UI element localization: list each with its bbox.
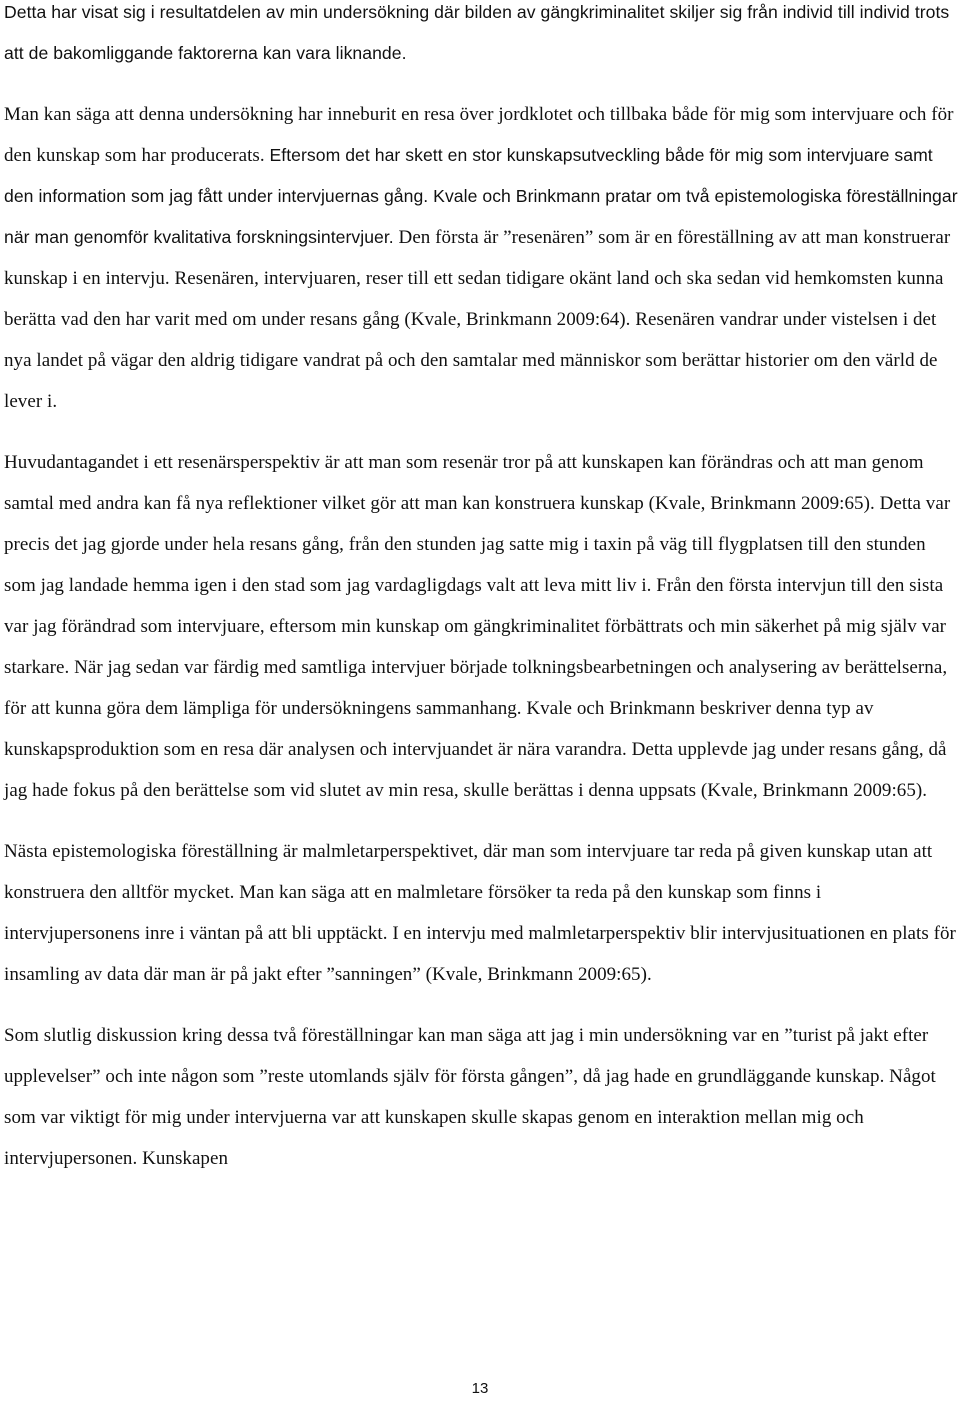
text-segment: Man kan säga att denna undersökning har inneburit en resa över jordklotet och tillbaka både för mig som intervjuare och för den kunskap som har producerats. <box>4 104 954 166</box>
paragraph <box>4 94 960 422</box>
text-segment: Som slutlig diskussion kring dessa två föreställningar kan man säga att jag i min undersökning var en ”turist på jakt efter upplevelser” och inte någon som ”reste utomlands själv för första gången”, då jag hade en grundläggande kunskap. Något som var viktigt för mig under intervjuerna var att kunskapen skulle skapas genom en interaktion mellan mig och intervjupersonen. Kunskapen <box>4 1025 936 1169</box>
text-segment: Eftersom det har skett en stor kunskapsutveckling både för mig som intervjuare samt den information som jag fått under intervjuernas gång. Kvale och Brinkmann pratar om två epistemologiska föreställningar när man genomför kvalitativa forskningsintervjuer. <box>4 145 958 247</box>
paragraph <box>4 831 960 995</box>
text-segment: Detta har visat sig i resultatdelen av min undersökning där bilden av gängkriminalitet skiljer sig från individ till individ trots att de bakomliggande faktorerna kan vara liknande. <box>4 2 950 63</box>
text-segment: Huvudantagandet i ett resenärsperspektiv är att man som resenär tror på att kunskapen kan förändras och att man genom samtal med andra kan få nya reflektioner vilket gör att man kan konstruera kunskap (Kvale, Brinkmann 2009:65). Detta var precis det jag gjorde under hela resans gång, från den stunden jag satte mig i taxin på väg till flygplatsen till den stunden som jag landade hemma igen i den stad som jag vardagligdags valt att leva mitt liv i. Från den första intervjun till den sista var jag förändrad som intervjuare, eftersom min kunskap om gängkriminalitet förbättrats och min säkerhet på mig själv var starkare. När jag sedan var färdig med samtliga intervjuer började tolkningsbearbetningen och analysering av berättelserna, för att kunna göra dem lämpliga för undersökningens sammanhang. Kvale och Brinkmann beskriver denna typ av kunskapsproduktion som en resa där analysen och intervjuandet är nära varandra. Detta upplevde jag under resans gång, då jag hade fokus på den berättelse som vid slutet av min resa, skulle berättas i denna uppsats (Kvale, Brinkmann 2009:65). <box>4 452 951 801</box>
body-text <box>4 0 960 1199</box>
page-number: 13 <box>471 1380 489 1397</box>
paragraph <box>4 442 960 811</box>
text-segment: Den första är ”resenären” som är en föreställning av att man konstruerar kunskap i en intervju. Resenären, intervjuaren, reser till ett sedan tidigare okänt land och ska sedan vid hemkomsten kunna berätta vad den har varit med om under resans gång (Kvale, Brinkmann 2009:64). Resenären vandrar under vistelsen i det nya landet på vägar den aldrig tidigare vandrat på och den samtalar med människor som berättar historier om den värld de lever i. <box>4 227 951 412</box>
paragraph <box>4 0 960 74</box>
paragraph <box>4 1015 960 1179</box>
text-segment: Nästa epistemologiska föreställning är malmletarperspektivet, där man som intervjuare tar reda på given kunskap utan att konstruera den alltför mycket. Man kan säga att en malmletare försöker ta reda på den kunskap som finns i intervjupersonens inre i väntan på att bli upptäckt. I en intervju med malmletarperspektiv blir intervjusituationen en plats för insamling av data där man är på jakt efter ”sanningen” (Kvale, Brinkmann 2009:65). <box>4 841 956 985</box>
